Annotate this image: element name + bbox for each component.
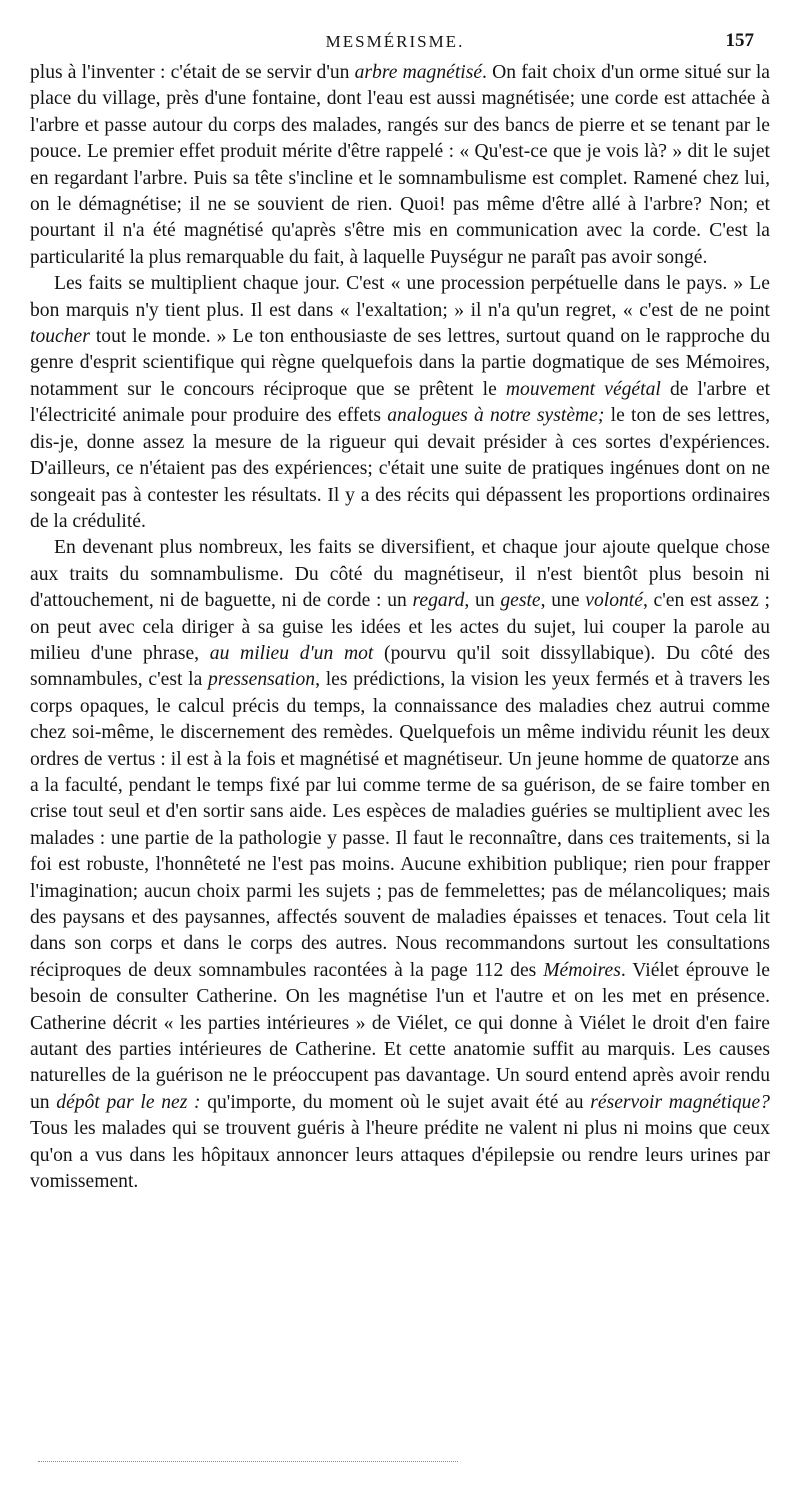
text-run: , une bbox=[540, 590, 586, 612]
italic-term: geste bbox=[500, 590, 541, 612]
text-run: , c'en est assez ; on peut avec cela diriger à sa guise les idées et les actes du sujet, lui couper la parole au milieu d'une phrase, bbox=[30, 590, 770, 664]
text-run: tout le monde. » Le ton enthousiaste de ses lettres, surtout quand on le rapproche du genre d'esprit scientifique qui règne quelquefois dans la partie dogmatique de ses Mémoires, notamment sur le concours réciproque que se prêtent le bbox=[30, 326, 770, 400]
page-number: 157 bbox=[725, 30, 754, 51]
italic-term: Mémoires bbox=[543, 959, 621, 981]
italic-term: arbre magnétisé bbox=[354, 62, 483, 83]
italic-term: mouvement végétal bbox=[505, 378, 661, 400]
text-run: plus à l'inventer : c'était de se servir d'un bbox=[30, 62, 355, 83]
italic-term: regard bbox=[412, 590, 465, 612]
paragraph-3 bbox=[30, 535, 770, 1195]
italic-term: dépôt par le nez : bbox=[56, 1091, 201, 1113]
italic-term: volonté bbox=[585, 590, 643, 612]
paragraph-1 bbox=[30, 60, 770, 271]
text-run: En devenant plus nombreux, les faits se diversifient, et chaque jour ajoute quelque chose aux traits du somnambulisme. Du côté du magnétiseur, il n'est bientôt plus besoin ni d'attouchement, ni de baguette, ni de corde : un bbox=[30, 537, 770, 612]
footer-rule bbox=[38, 1461, 458, 1462]
italic-term: analogues à notre système; bbox=[387, 405, 605, 427]
italic-term: pressensation bbox=[208, 669, 316, 691]
italic-term: au milieu d'un mot bbox=[209, 642, 374, 664]
text-run: (pourvu qu'il soit dissyllabique). Du côté des somnambules, c'est la bbox=[30, 642, 770, 691]
body-text bbox=[30, 60, 770, 1195]
italic-term: réservoir magnétique? bbox=[590, 1091, 770, 1113]
text-run: qu'importe, du moment où le sujet avait été au bbox=[200, 1091, 591, 1113]
text-run: de l'arbre et l'électricité animale pour produire des effets bbox=[30, 378, 771, 427]
text-run: Tous les malades qui se trouvent guéris à l'heure prédite ne valent ni plus ni moins que ceux qu'on a vus dans les hôpitaux annoncer leurs attaques d'épilepsie ou rendre leurs urines par vomissement. bbox=[30, 1118, 770, 1193]
text-run: , un bbox=[464, 590, 501, 612]
running-head bbox=[36, 30, 754, 60]
italic-term: toucher bbox=[30, 326, 90, 348]
text-run: , les prédictions, la vision les yeux fermés et à travers les corps opaques, le calcul précis du temps, la connaissance des maladies chez autrui comme chez soi-même, le discernement des remèdes. Quelquefois un même individu réunit les deux ordres de vertus : il est à la fois et magnétisé et magnétiseur. Un jeune homme de quatorze ans a la faculté, pendant le temps fixé par lui comme terme de sa guérison, de se faire tomber en crise tout seul et d'en sortir sans aide. Les espèces de maladies guéries se multiplient avec les malades : une partie de la pathologie y passe. Il faut le reconnaître, dans ces traitements, si la foi est robuste, l'honnêteté ne l'est pas moins. Aucune exhibition publique; rien pour frapper l'imagination; aucun choix parmi les sujets ; pas de femmelettes; pas de mélancoliques; mais des paysans et des paysannes, affectés souvent de maladies épaisses et tenaces. Tout cela lit dans son corps et dans le corps des autres. Nous recommandons surtout les consultations réciproques de deux somnambules racontées à la page 112 des bbox=[30, 669, 771, 981]
text-run: . On fait choix d'un orme situé sur la place du village, près d'une fontaine, dont l'eau est aussi magnétisée; une corde est attachée à l'arbre et passe autour du corps des malades, rangés sur des bancs de pierre et se tenant par le pouce. Le premier effet produit mérite d'être rappelé : « Qu'est-ce que je vois là? » dit le sujet en regardant l'arbre. Puis sa tête s'incline et le somnambulisme est complet. Ramené chez lui, on le démagnétise; il ne se souvient de rien. Quoi! pas même d'être allé à l'arbre? Non; et pourtant il n'a été magnétisé qu'après s'être mis en communication avec la corde. C'est la particularité la plus remarquable du fait, à laquelle Puységur ne paraît pas avoir songé. bbox=[30, 62, 771, 268]
text-run: Les faits se multiplient chaque jour. C'est « une procession perpétuelle dans le pays. » Le bon marquis n'y tient plus. Il est dans « l'exaltation; » il n'a qu'un regret, « c'est de ne point bbox=[30, 273, 770, 321]
paragraph-2 bbox=[30, 271, 770, 535]
text-run: . Viélet éprouve le besoin de consulter Catherine. On les magnétise l'un et l'autre et on les met en présence. Catherine décrit « les parties intérieures » de Viélet, ce qui donne à Viélet le droit d'en faire autant des parties intérieures de Catherine. Et cette anatomie suffit au marquis. Les causes naturelles de la guérison ne le préoccupent pas davantage. Un sourd entend après avoir rendu un bbox=[30, 959, 770, 1113]
text-run: le ton de ses lettres, dis-je, donne assez la mesure de la rigueur qui devait présider à ces sortes d'expériences. D'ailleurs, ce n'étaient pas des expériences; c'était une suite de pratiques ingénues dont on ne songeait pas à contester les résultats. Il y a des récits qui dépassent les proportions ordinaires de la crédulité. bbox=[30, 405, 770, 532]
running-title: MESMÉRISME. bbox=[325, 32, 465, 51]
